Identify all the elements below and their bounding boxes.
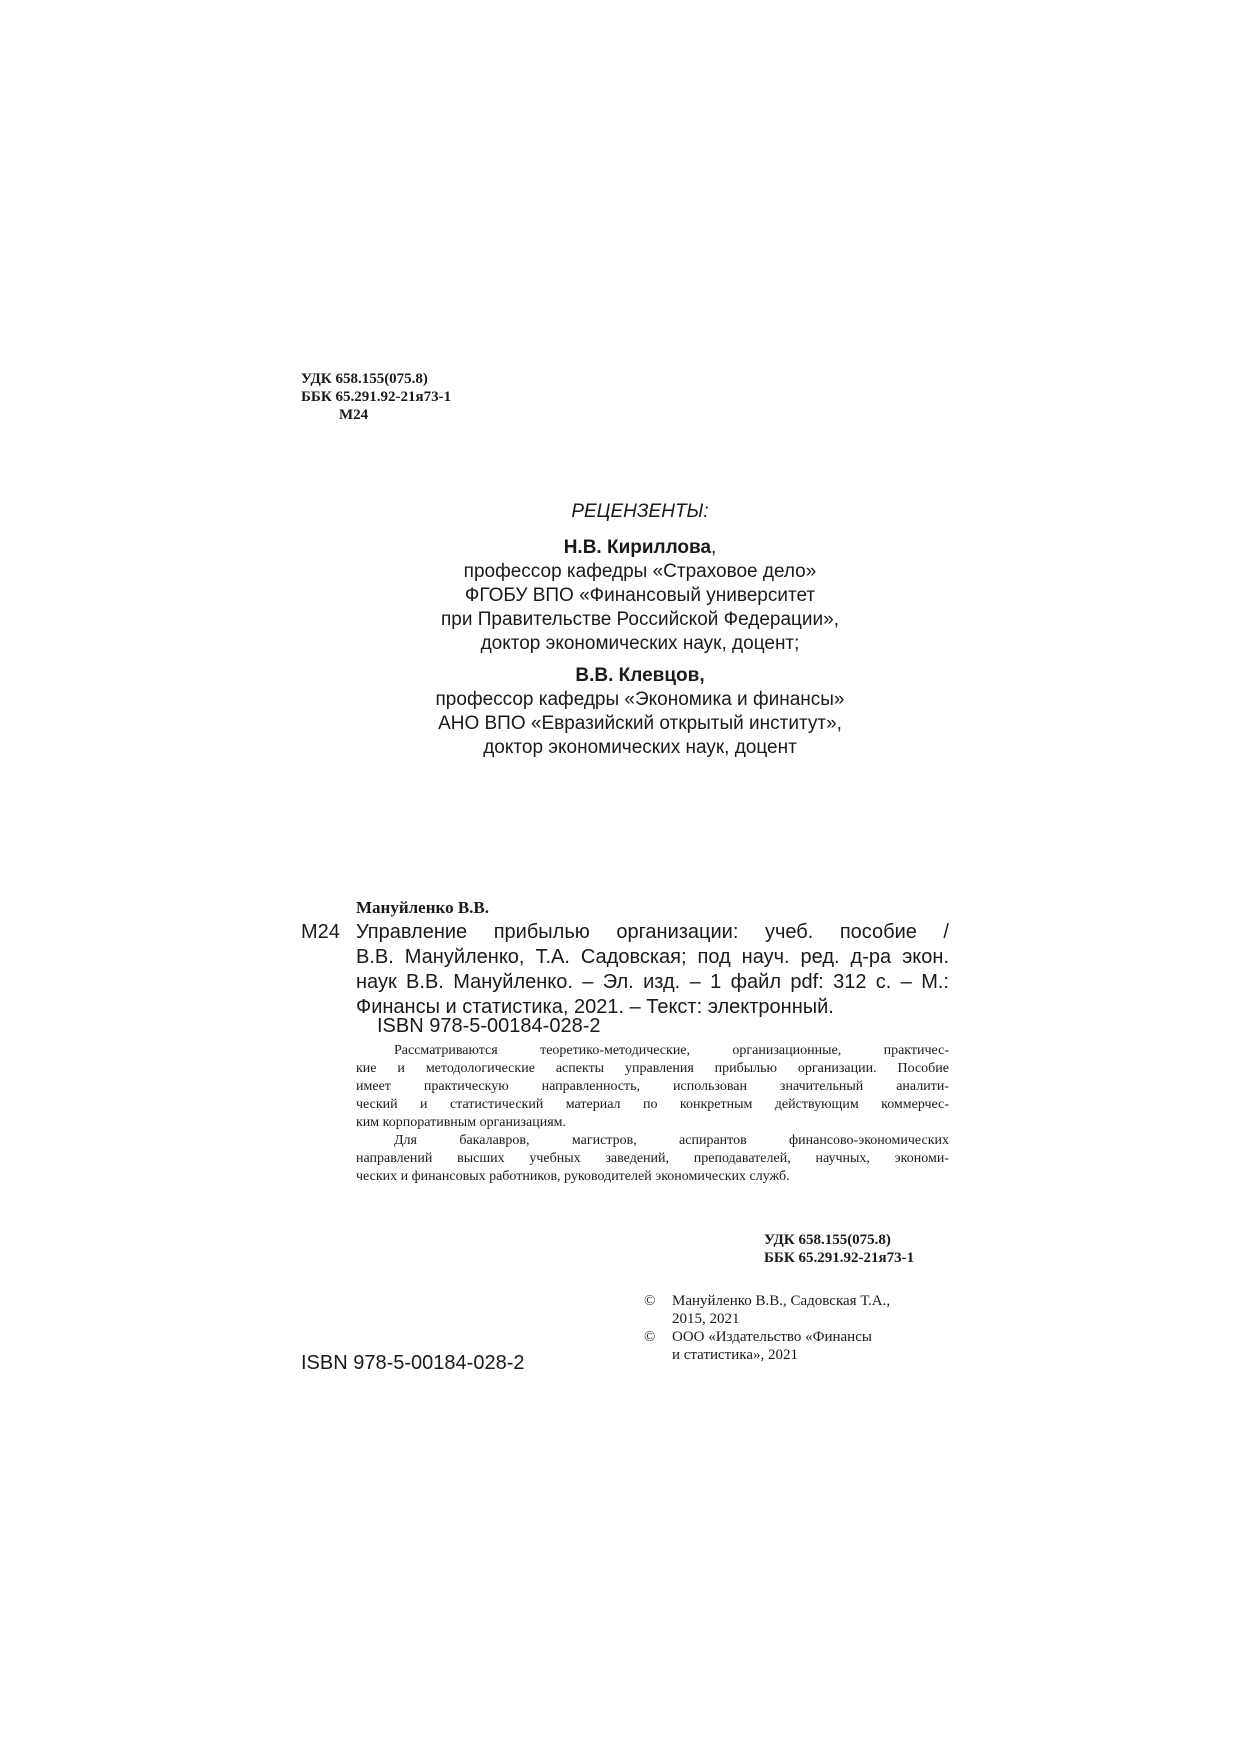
reviewer-2-line: профессор кафедры «Экономика и финансы» (435, 689, 845, 710)
card-description-line: Управление прибылью организации: учеб. пособие / (356, 921, 949, 943)
card-description (356, 920, 949, 1020)
reviewers-heading: РЕЦЕНЗЕНТЫ: (571, 501, 709, 522)
annotation (356, 1042, 949, 1186)
card-code: М24 (301, 921, 340, 943)
bbk-code: ББК 65.291.92-21я73-1 (301, 389, 452, 405)
reviewer-2 (320, 664, 960, 760)
reviewer-2-line: доктор экономических наук, доцент (483, 737, 797, 758)
annotation-line: ческих и финансовых работников, руководителей экономических служб. (356, 1169, 790, 1184)
copyright-line: 2015, 2021 (672, 1311, 740, 1327)
card-description-line: Финансы и статистика, 2021. – Текст: электронный. (356, 996, 834, 1018)
udk-code: УДК 658.155(075.8) (764, 1232, 891, 1248)
reviewer-2-name: В.В. Клевцов, (575, 665, 705, 686)
classification-top (301, 370, 451, 424)
card-isbn: ISBN 978-5-00184-028-2 (377, 1015, 601, 1037)
annotation-line: кие и методологические аспекты управления прибылью организации. Пособие (356, 1061, 949, 1076)
annotation-line: ческий и статистический материал по конкретным действующим коммерчес- (356, 1097, 949, 1112)
card-author: Мануйленко В.В. (356, 898, 490, 917)
reviewer-1 (320, 536, 960, 656)
reviewer-1-name: Н.В. Кириллова (563, 537, 712, 558)
reviewer-1-line: доктор экономических наук, доцент; (480, 633, 800, 654)
reviewer-1-name-suffix: , (711, 537, 717, 558)
reviewers-block (320, 500, 960, 760)
copyright-line: ООО «Издательство «Финансы (672, 1329, 872, 1345)
reviewer-1-line: профессор кафедры «Страховое дело» (463, 561, 817, 582)
annotation-line: направлений высших учебных заведений, преподавателей, научных, экономи- (356, 1151, 949, 1166)
reviewer-1-line: ФГОБУ ВПО «Финансовый университет (464, 585, 816, 606)
annotation-line: Для бакалавров, магистров, аспирантов финансово-экономических (394, 1133, 949, 1148)
card-description-line: В.В. Мануйленко, Т.А. Садовская; под науч. ред. д-ра экон. (356, 946, 949, 968)
isbn-bottom: ISBN 978-5-00184-028-2 (301, 1352, 525, 1374)
annotation-line: Рассматриваются теоретико-методические, организационные, практичес- (394, 1043, 949, 1058)
classification-bottom (764, 1231, 914, 1267)
copyright-icon: © (644, 1293, 656, 1309)
reviewer-1-line: при Правительстве Российской Федерации», (440, 609, 840, 630)
bbk-code: ББК 65.291.92-21я73-1 (764, 1250, 915, 1266)
reviewer-2-line: АНО ВПО «Евразийский открытый институт», (438, 713, 842, 734)
copyright-line: и статистика», 2021 (672, 1347, 798, 1363)
annotation-line: ким корпоративным организациям. (356, 1115, 567, 1130)
copyright-line: Мануйленко В.В., Садовская Т.А., (672, 1293, 891, 1309)
card-description-line: наук В.В. Мануйленко. – Эл. изд. – 1 файл pdf: 312 с. – М.: (356, 971, 949, 993)
copyright-block (644, 1292, 890, 1364)
udk-code: УДК 658.155(075.8) (301, 371, 428, 387)
author-mark: М24 (339, 407, 369, 423)
copyright-icon: © (644, 1329, 656, 1345)
annotation-line: имеет практическую направленность, использован значительный аналити- (356, 1079, 949, 1094)
